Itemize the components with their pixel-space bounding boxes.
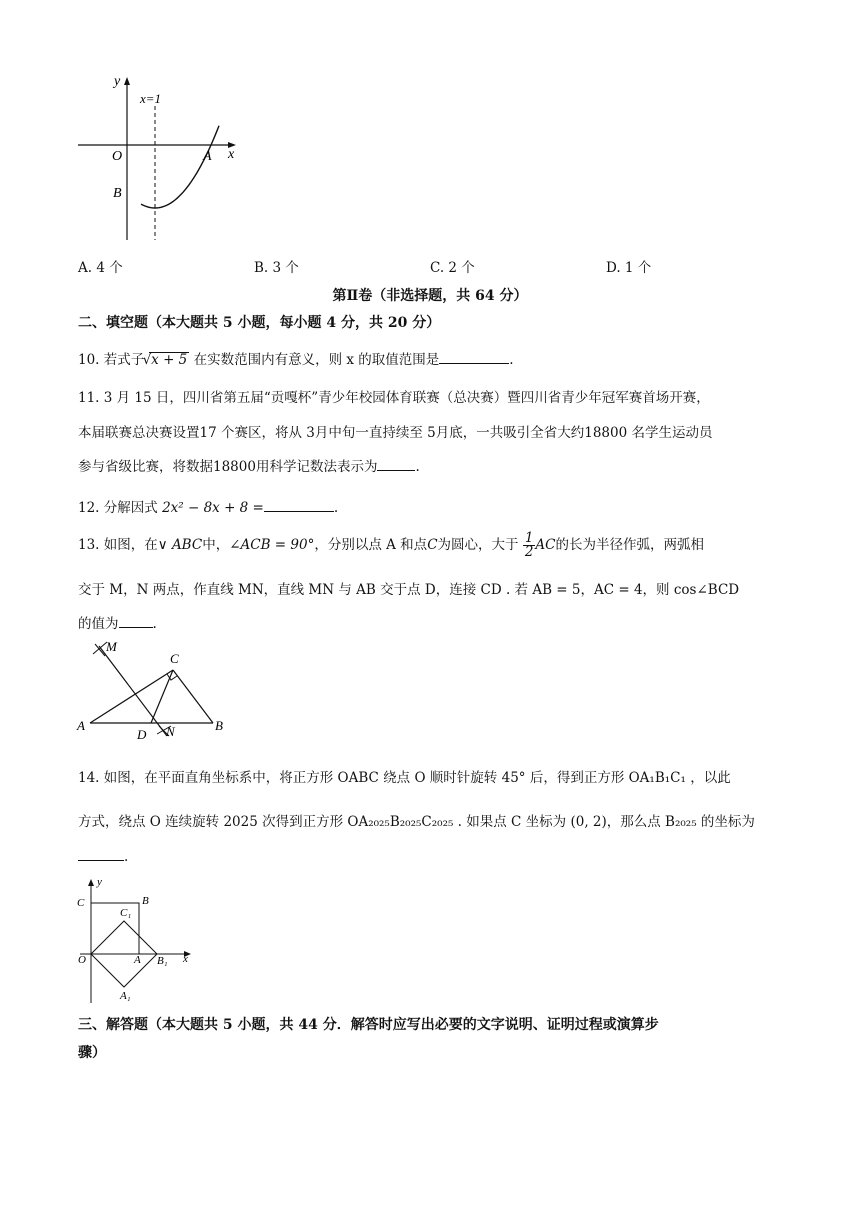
- fig13-m: M: [106, 639, 117, 654]
- origin-label: O: [112, 149, 123, 164]
- q11-answer-blank[interactable]: [377, 458, 415, 471]
- q13-frac-den: 2: [524, 544, 534, 560]
- q14-end: .: [124, 849, 129, 865]
- q13-l1d: ∠ACB = 90°: [229, 537, 315, 553]
- section2-heading: 二、填空题（本大题共 5 小题，每小题 4 分，共 20 分）: [78, 315, 441, 331]
- fig14-x: x: [183, 953, 188, 965]
- q13-answer-blank[interactable]: [119, 615, 153, 628]
- question-10: [78, 348, 514, 368]
- q13-l1b: ∨ ABC: [157, 537, 203, 553]
- q13-l1g: 为圆心，大于: [437, 537, 519, 553]
- option-b: B. 3 个: [254, 260, 299, 276]
- q10-end: .: [509, 352, 514, 368]
- q10-answer-blank[interactable]: [439, 351, 509, 364]
- parabola-graph: [70, 70, 250, 250]
- q11-end: .: [415, 459, 420, 475]
- q14-answer-blank[interactable]: [78, 848, 124, 861]
- q13-l1e: ，分别以点 A 和点: [314, 537, 428, 553]
- x-axis-label: x: [228, 147, 235, 162]
- y-axis-label: y: [114, 74, 121, 89]
- q12-prefix: 12. 分解因式: [78, 500, 158, 516]
- fig14-b: B: [142, 895, 149, 907]
- q13-l1c: 中，: [202, 537, 230, 553]
- option-d: D. 1 个: [606, 260, 652, 276]
- q11-line2: 本届联赛总决赛设置17 个赛区，将从 3月中旬一直持续至 5月底，一共吸引全省大约18800 名学生运动员: [78, 425, 713, 441]
- q13-fraction: [523, 532, 536, 559]
- q12-answer-blank[interactable]: [264, 499, 334, 512]
- part2-title: 第Ⅱ卷（非选择题，共 64 分）: [332, 288, 528, 304]
- q13-frac-num: 1: [524, 530, 534, 546]
- fig14-y: y: [97, 876, 102, 888]
- q12-expression: 2x² − 8x + 8 =: [162, 500, 264, 516]
- point-a-label: A: [203, 149, 212, 164]
- q10-suffix: 在实数范围内有意义，则 x 的取值范围是: [193, 352, 440, 368]
- fig14-c: C: [77, 897, 85, 909]
- q10-prefix: 10. 若式子: [78, 352, 145, 368]
- dashed-line-label: x=1: [140, 91, 162, 106]
- question-14-line3: [78, 848, 128, 865]
- fig14-a: A: [134, 954, 141, 966]
- option-c: C. 2 个: [430, 260, 475, 276]
- fig13-a: A: [77, 718, 85, 733]
- point-b-label: B: [113, 186, 122, 201]
- option-a: A. 4 个: [78, 260, 123, 276]
- section3-heading-line2: 骤）: [78, 1045, 106, 1061]
- fig13-c: C: [170, 651, 179, 666]
- q11-line3: 参与省级比赛，将数据18800用科学记数法表示为: [78, 459, 378, 475]
- rotated-squares-figure: [75, 875, 200, 1010]
- q13-end: .: [152, 616, 157, 632]
- question-13-line3: [78, 612, 157, 632]
- q10-radical: √x + 5: [142, 352, 188, 368]
- q13-line2: 交于 M，N 两点，作直线 MN，直线 MN 与 AB 交于点 D，连接 CD . 若 AB = 5，AC = 4，则 cos∠BCD: [78, 582, 740, 598]
- q13-line3: 的值为: [78, 616, 119, 632]
- q10-radicand: x + 5: [151, 352, 188, 368]
- section3-heading-line1: 三、解答题（本大题共 5 小题，共 44 分．解答时应写出必要的文字说明、证明过程或演算步: [78, 1017, 659, 1033]
- fig14-a1: A₁: [120, 990, 131, 1002]
- question-11-line3: [78, 455, 420, 475]
- fig14-o: O: [78, 954, 86, 966]
- question-13-line1: [78, 532, 704, 559]
- fig14-b1: B₁: [157, 955, 168, 967]
- q14-line1: 14. 如图，在平面直角坐标系中，将正方形 OABC 绕点 O 顺时针旋转 45° 后，得到正方形 OA₁B₁C₁ ，以此: [78, 770, 731, 786]
- q13-l1h: AC: [535, 537, 556, 553]
- q13-l1i: 的长为半径作弧，两弧相: [555, 537, 705, 553]
- q13-l1f: C: [427, 537, 438, 553]
- triangle-figure: [75, 636, 235, 746]
- question-12: [78, 496, 338, 516]
- fig13-d: D: [137, 727, 147, 742]
- q12-end: .: [333, 500, 339, 516]
- fig13-n: N: [166, 724, 175, 739]
- q13-l1a: 13. 如图，在: [78, 537, 158, 553]
- q14-line2: 方式，绕点 O 连续旋转 2025 次得到正方形 OA₂₀₂₅B₂₀₂₅C₂₀₂₅ . 如果点 C 坐标为 (0, 2)，那么点 B₂₀₂₅ 的坐标为: [78, 814, 755, 830]
- fig13-b: B: [215, 718, 223, 733]
- q11-line1: 11. 3 月 15 日，四川省第五届“贡嘎杯”青少年校园体育联赛（总决赛）暨四川省青少年冠军赛首场开赛，: [78, 390, 710, 406]
- fig14-c1: C₁: [120, 907, 132, 919]
